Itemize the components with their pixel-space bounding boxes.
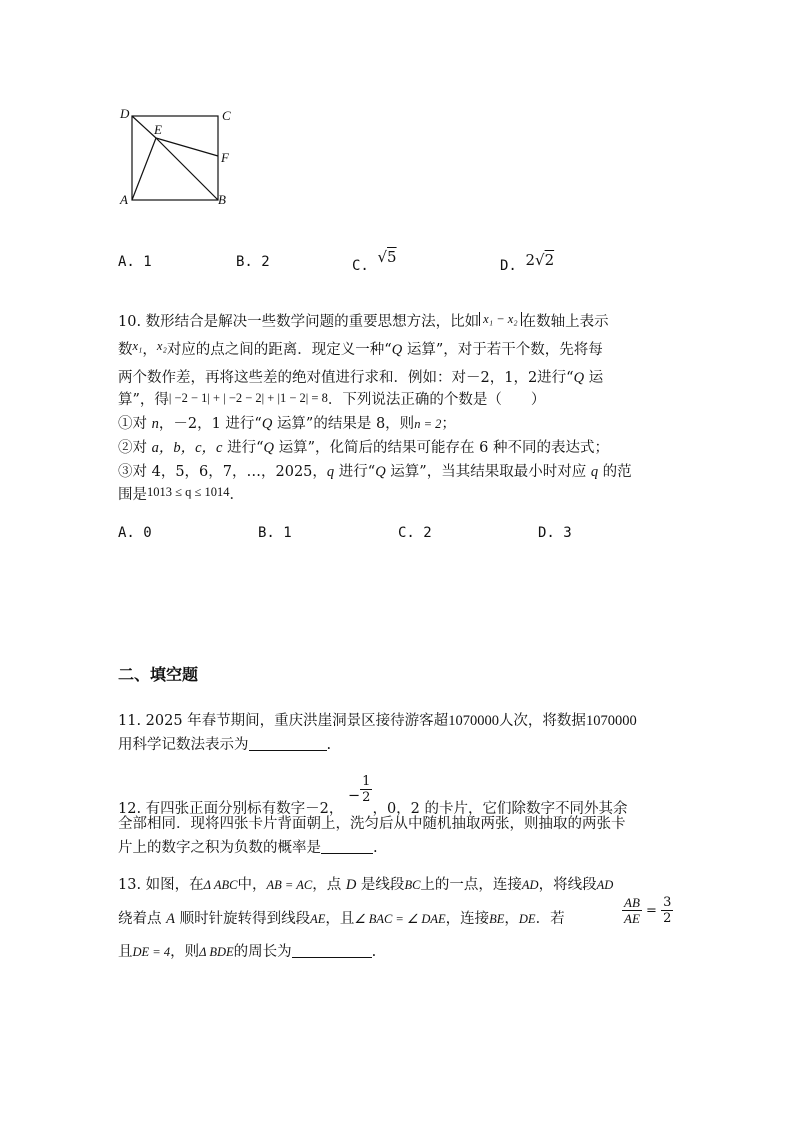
- q13-text: ，点: [312, 877, 346, 893]
- q13-triangle-bde: Δ BDE: [199, 945, 234, 959]
- q10-text: 运算”，化简后的结果可能存在 6 种不同的表达式；: [274, 440, 609, 456]
- q10-text: ①对: [118, 416, 152, 432]
- q10-var-q: Q: [375, 464, 386, 480]
- q13-eq-ab-ac: AB = AC: [266, 878, 313, 892]
- q12-line-1: [118, 774, 628, 817]
- q12-text: ，0，2 的卡片，它们除数字不同外其余: [372, 801, 628, 817]
- q9-option-d: [500, 251, 555, 274]
- q10-option-d: D. 3: [538, 525, 572, 541]
- q13-text: 上的一点，连接: [420, 877, 522, 893]
- q11-line-2: [118, 733, 331, 754]
- q10-text: 进行“: [222, 440, 264, 456]
- q12-line-3: [118, 836, 378, 857]
- q13-triangle-abc: Δ ABC: [203, 878, 238, 892]
- q9-option-c-prefix: C.: [352, 258, 369, 274]
- q10-range: 1013 ≤ q ≤ 1014: [147, 485, 230, 499]
- q13-text: ，则: [170, 944, 200, 960]
- q10-text: ，: [142, 342, 157, 358]
- label-e: E: [154, 122, 162, 137]
- q10-text: 两个数作差，再将这些差的绝对值进行求和．例如：对－2，1，2进行“: [118, 370, 574, 386]
- q10-var-q: Q: [573, 370, 585, 386]
- q10-option-c: C. 2: [398, 525, 432, 541]
- q10-text: ．下列说法正确的个数是（ ）: [327, 392, 546, 408]
- label-c: C: [222, 108, 231, 123]
- q9-option-c-radicand: 5: [387, 248, 397, 266]
- q12-line-2: 全部相同．现将四张卡片背面朝上，洗匀后从中随机抽取两张，则抽取的两张卡: [118, 816, 626, 832]
- q10-text: 运: [584, 370, 604, 386]
- label-b: B: [218, 192, 226, 207]
- q13-frac1-den: AE: [624, 911, 640, 926]
- q10-eq-n: n = 2: [414, 417, 442, 431]
- q10-text: 运算”，当其结果取最小时对应: [385, 464, 591, 480]
- answer-blank[interactable]: [249, 736, 327, 751]
- q13-text: ，且: [325, 911, 355, 927]
- q10-text: 进行“: [334, 464, 376, 480]
- q13-point-a: A: [166, 911, 175, 927]
- q13-text: ．若: [535, 911, 565, 927]
- q10-option-b: B. 1: [258, 525, 292, 541]
- q13-text: 绕着点: [118, 911, 167, 927]
- q11-text: 人次，将数据: [498, 713, 586, 729]
- q11-line-1: [118, 709, 637, 730]
- q13-point-d: D: [345, 877, 357, 893]
- q12-frac-num: 1: [362, 774, 371, 789]
- q10-text: 运算”的结果是 8，则: [272, 416, 415, 432]
- q10-text: 围是: [118, 487, 147, 503]
- q10-line-4: [118, 388, 545, 409]
- geometry-figure: [110, 100, 240, 212]
- q10-line-2: [118, 338, 603, 359]
- answer-blank[interactable]: [292, 943, 372, 958]
- q13-frac2-den: 2: [663, 911, 672, 926]
- q12-neg-fraction: − $\frac{1}{2}$: [348, 774, 371, 805]
- q9-option-d-coef: 2: [525, 251, 536, 269]
- q10-var-q: Q: [391, 342, 403, 358]
- q12-fraction: [360, 774, 372, 805]
- q11-number: 1070000: [448, 713, 499, 729]
- q13-text: 的周长为: [233, 944, 292, 960]
- q10-text: 算”，得: [118, 392, 169, 408]
- q13-text: 13. 如图，在: [118, 877, 204, 893]
- q13-angle-eq: ∠ BAC = ∠ DAE: [354, 912, 446, 926]
- q13-frac-ab-ae: [622, 895, 642, 926]
- q13-seg-ad: AD: [521, 878, 539, 892]
- q11-number: 1070000: [585, 713, 637, 729]
- q10-var-q: q: [326, 464, 335, 480]
- q13-text: ，: [504, 911, 519, 927]
- q13-seg-ae: AE: [310, 912, 326, 926]
- answer-blank[interactable]: [321, 839, 373, 854]
- q13-line-3: [118, 940, 376, 961]
- q10-statement-1: [118, 412, 456, 433]
- q10-text: 数: [118, 342, 133, 358]
- q12-text: .: [373, 840, 378, 856]
- q10-text: 10. 数形结合是解决一些数学问题的重要思想方法，比如: [118, 314, 480, 330]
- q13-frac1-num: AB: [624, 895, 640, 910]
- q9-option-d-prefix: D.: [500, 258, 517, 274]
- q13-text: 顺时针旋转得到线段: [174, 911, 311, 927]
- q13-text: ，将线段: [538, 877, 597, 893]
- q10-var-q: Q: [263, 440, 274, 456]
- q10-text: ③对 4，5，6，7，…，2025，: [118, 464, 327, 480]
- q11-text: 用科学记数法表示为: [118, 737, 249, 753]
- segment-de: [132, 116, 156, 138]
- q13-eq-de: DE = 4: [132, 945, 171, 959]
- q13-seg-bc: BC: [404, 878, 421, 892]
- q9-option-c: [352, 248, 397, 274]
- q13-text: 且: [118, 944, 133, 960]
- q9-option-d-radicand: 2: [544, 251, 555, 269]
- label-a: A: [120, 192, 128, 207]
- q9-option-a: A. 1: [118, 254, 152, 270]
- label-d: D: [120, 106, 130, 121]
- q10-abs-expr: x₁ − x₂: [479, 312, 521, 326]
- q12-frac-den: 2: [362, 790, 371, 805]
- q13-seg-ad: AD: [596, 878, 614, 892]
- q10-option-a: A. 0: [118, 525, 152, 541]
- q10-var-x1: x₁: [132, 339, 143, 353]
- q10-var-q: Q: [261, 416, 273, 432]
- q13-seg-de: DE: [518, 912, 536, 926]
- q10-example-expr: | −2 − 1| + | −2 − 2| + |1 − 2| = 8: [168, 391, 328, 405]
- q10-line-1: [118, 310, 609, 331]
- section-title: 二、填空题: [118, 665, 199, 684]
- q13-line-1: [118, 873, 613, 894]
- q10-text: 对应的点之间的距离．现定义一种“: [166, 342, 392, 358]
- q13-ratio: $\frac{AB}{AE}$ = $\frac{3}{2}$: [624, 895, 672, 926]
- q12-text: 片上的数字之积为负数的概率是: [118, 840, 321, 856]
- q10-statement-2: [118, 436, 609, 457]
- q10-var-x2: x₂: [156, 339, 167, 353]
- q10-text: ②对: [118, 440, 152, 456]
- q10-vars-abcc: a，b，c，c: [151, 440, 223, 456]
- q10-var-q: q: [590, 464, 599, 480]
- segment-ae: [132, 138, 156, 200]
- q13-text: 是线段: [356, 877, 405, 893]
- sqrt-symbol: √5: [377, 248, 397, 266]
- q10-text: 在数轴上表示: [521, 314, 609, 330]
- q9-option-b: B. 2: [236, 254, 270, 270]
- q13-text: .: [371, 944, 377, 960]
- q13-frac-3-2: [661, 895, 673, 926]
- q10-text: ，－2，1 进行“: [158, 416, 262, 432]
- q10-text: ．: [229, 487, 244, 503]
- q10-statement-3: [118, 460, 632, 481]
- q13-text: ，连接: [445, 911, 490, 927]
- q10-line-3: [118, 366, 603, 387]
- q12-text: 12. 有四张正面分别标有数字－2，: [118, 801, 344, 817]
- q13-seg-be: BE: [489, 912, 505, 926]
- q10-text: 运算”，对于若干个数，先将每: [402, 342, 603, 358]
- q9-option-d-value: 2√2: [525, 251, 555, 269]
- q13-line-2: [118, 907, 565, 928]
- q11-text: 11. 2025 年春节期间，重庆洪崖洞景区接待游客超: [118, 713, 449, 729]
- q11-text: .: [326, 737, 332, 753]
- q13-text: 中，: [237, 877, 267, 893]
- q13-frac2-num: 3: [663, 895, 672, 910]
- q10-var-n: n: [151, 416, 159, 432]
- label-f: F: [221, 150, 229, 165]
- q10-text: 的范: [598, 464, 632, 480]
- q10-statement-3-cont: [118, 483, 244, 504]
- q10-text: ；: [441, 416, 456, 432]
